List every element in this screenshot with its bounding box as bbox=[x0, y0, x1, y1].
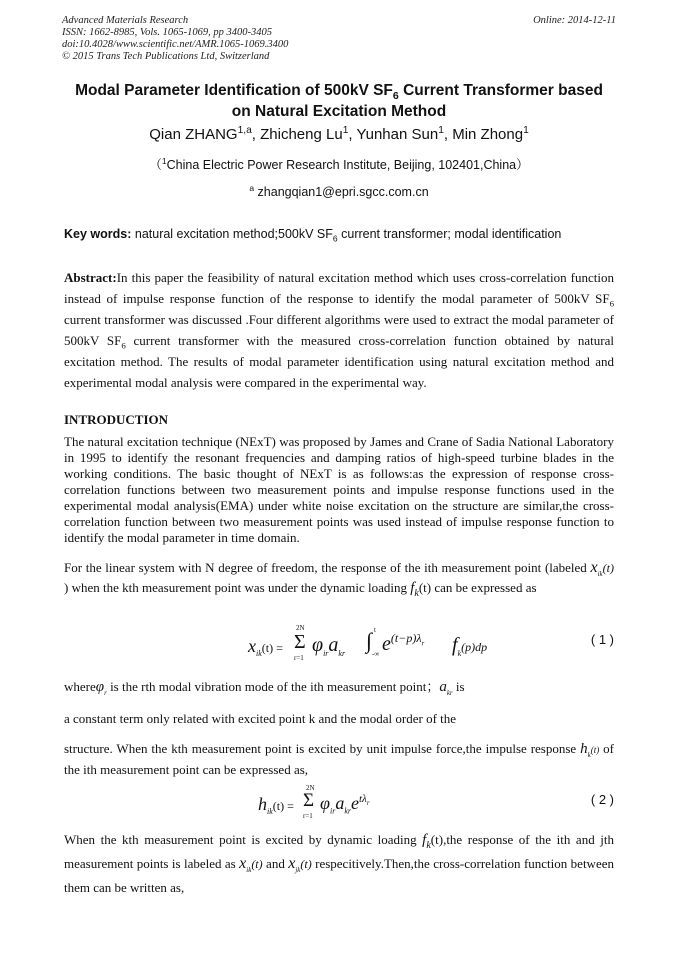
keywords bbox=[64, 226, 624, 243]
title-subscript: 6 bbox=[392, 90, 399, 103]
eq1-sum-bottom: r=1 bbox=[294, 654, 304, 662]
symbol-phi-r: $\varphi_r$ bbox=[95, 679, 107, 697]
journal-issn: ISSN: 1662-8985, Vols. 1065-1069, pp 3400-3405 bbox=[62, 27, 272, 38]
eq1-int-bottom: -∞ bbox=[372, 650, 380, 658]
equation-2: $h_{ik}(t)$ = 2N Σ r=1 $\varphi_{ir}a_{kr}e^{t\lambda_r}$ bbox=[258, 784, 370, 820]
author-separator: , bbox=[251, 126, 261, 143]
eq2-sum-top: 2N bbox=[306, 784, 315, 792]
intro-paragraph-2 bbox=[64, 558, 614, 598]
symbol-x-ik: $x_{ik}(t)$ bbox=[239, 855, 263, 875]
affiliation bbox=[40, 157, 638, 173]
affiliation-text: China Electric Power Research Institute, Beijing, 102401,China bbox=[166, 158, 517, 172]
response-paragraph bbox=[64, 828, 614, 900]
structure-paragraph bbox=[64, 739, 614, 779]
journal-header bbox=[62, 15, 616, 63]
eq1-phi: φ bbox=[312, 634, 324, 656]
eq2-a: a bbox=[335, 793, 345, 813]
journal-doi: doi:10.4028/www.scientific.net/AMR.1065-1069.3400 bbox=[62, 39, 289, 50]
abstract-text: In this paper the feasibility of natural excitation method which uses cross-correlation function instead of impulse response function of the response to identify the modal parameter of 500kV SF bbox=[64, 270, 614, 306]
equation-2-number: ( 2 ) bbox=[590, 792, 614, 807]
where-line bbox=[64, 676, 614, 696]
online-date: Online: 2014-12-11 bbox=[533, 15, 616, 26]
paragraph-text: ) when the kth measurement point was under the dynamic loading bbox=[64, 580, 411, 595]
author-name: Min Zhong bbox=[452, 126, 524, 143]
paragraph-text: For the linear system with N degree of freedom, the response of the ith measurement point (labeled bbox=[64, 560, 591, 575]
constant-line: a constant term only related with excited point k and the modal order of the bbox=[64, 711, 457, 726]
author-name: Zhicheng Lu bbox=[260, 126, 343, 143]
paragraph-text: of the ith measurement point can be expressed as, bbox=[64, 741, 614, 777]
paragraph-text: can be expressed as bbox=[431, 580, 537, 595]
symbol-x-jk: $x_{jk}(t)$ bbox=[288, 855, 312, 875]
eq1-sum: Σ bbox=[294, 631, 306, 653]
affiliation-bracket: （ bbox=[149, 158, 162, 172]
intro-paragraph-1: The natural excitation technique (NExT) was proposed by James and Crane of Sadia National Laboratory in 1995 to identify the resonant frequencies and damping ratios of high-speed turbine blades in the working conditions. The basic thought of NExT is as follows:as the expression of response cross-correlation functions between two measurement points and impulse response functions used in the experimental modal analysis(EMA) under white noise excitation on the structure are similar,the cross-correlation function between two measurement points was used instead of impulse response function to identify the modal parameter in time domain. bbox=[64, 434, 614, 545]
equation-1: $x_{ik}(t)$ = 2N Σ r=1 $\varphi_{ir}a_{kr}$ t ∫ -∞ $e^{(t-p)\lambda_r}$ $f_k(p)dp$ bbox=[248, 624, 488, 662]
affiliation-mark: 1 bbox=[161, 155, 167, 166]
author-affil-mark: 1 bbox=[438, 125, 444, 136]
title-line-2: on Natural Excitation Method bbox=[231, 103, 447, 120]
affiliation-bracket: ） bbox=[516, 158, 529, 172]
author-email bbox=[40, 184, 638, 200]
eq1-f: f bbox=[452, 634, 458, 656]
eq2-sum-bottom: r=1 bbox=[303, 812, 313, 820]
section-heading: INTRODUCTION bbox=[64, 412, 169, 427]
keywords-text: current transformer; modal identification bbox=[337, 227, 562, 241]
keywords-subscript: 6 bbox=[332, 233, 338, 244]
author-name: Yunhan Sun bbox=[356, 126, 439, 143]
title-part: Current Transformer based bbox=[398, 82, 603, 99]
eq1-lhs: x bbox=[248, 636, 256, 656]
eq1-exp-base: e bbox=[382, 633, 391, 655]
abstract-text: current transformer with the measured cross-correlation function obtained by natural excitation method. The results of modal parameter identification using natural excitation method and experimental modal analysis were compared in the experimental way. bbox=[64, 333, 614, 390]
email-address[interactable]: zhangqian1@epri.sgcc.com.cn bbox=[254, 185, 429, 199]
eq2-phi: φ bbox=[320, 793, 330, 813]
author-affil-mark: 1 bbox=[342, 125, 349, 136]
eq1-a: a bbox=[328, 634, 339, 656]
keywords-label: Key words: bbox=[64, 227, 132, 241]
equation-1-number: ( 1 ) bbox=[590, 632, 614, 647]
eq2-lhs: h bbox=[258, 794, 267, 814]
author-list bbox=[40, 125, 638, 145]
title-part: Modal Parameter Identification of 500kV SF bbox=[75, 82, 393, 99]
author-separator: , bbox=[348, 126, 357, 143]
journal-copyright: © 2015 Trans Tech Publications Ltd, Switzerland bbox=[62, 51, 270, 62]
abstract bbox=[64, 267, 614, 393]
author-separator: , bbox=[443, 126, 453, 143]
eq1-sum-top: 2N bbox=[296, 624, 305, 632]
paragraph-text: When the kth measurement point is excited by dynamic loading bbox=[64, 832, 423, 847]
author-affil-mark: 1 bbox=[523, 125, 529, 136]
paper-title bbox=[50, 80, 628, 122]
author-name: Qian ZHANG bbox=[149, 126, 238, 143]
abstract-text: current transformer was discussed .Four different algorithms were used to extract the modal parameter of 500kV SF bbox=[64, 312, 614, 348]
eq2-sum: Σ bbox=[303, 790, 315, 811]
eq1-int-top: t bbox=[374, 626, 376, 634]
symbol-f-k: $f_k(t)$ bbox=[422, 832, 444, 851]
abstract-label: Abstract: bbox=[64, 270, 117, 285]
paragraph-text: ,the response of the ith and jth measurement points is labeled as bbox=[64, 832, 614, 871]
abstract-subscript: 6 bbox=[121, 340, 126, 351]
abstract-subscript: 6 bbox=[609, 298, 614, 309]
symbol-h-k: $h_k(t)$ bbox=[580, 741, 600, 759]
author-affil-mark: 1,a bbox=[237, 125, 252, 136]
eq1-integral: ∫ bbox=[366, 628, 373, 653]
paragraph-text: and bbox=[262, 856, 289, 871]
paragraph-text: respecitively.Then,the cross-correlation function between them can be written as, bbox=[64, 856, 614, 895]
journal-name: Advanced Materials Research bbox=[62, 15, 189, 26]
symbol-f-k: $f_k(t)$ bbox=[410, 580, 432, 599]
paragraph-text: is the rth modal vibration mode of the ith measurement point； bbox=[106, 679, 440, 694]
email-mark: a bbox=[249, 182, 255, 193]
paragraph-text: is bbox=[452, 679, 465, 694]
eq2-exp-base: e bbox=[350, 793, 359, 813]
keywords-text: natural excitation method;500kV SF bbox=[131, 227, 333, 241]
paragraph-text: where bbox=[64, 679, 96, 694]
paragraph-text: structure. When the kth measurement point is excited by unit impulse force,the impulse response bbox=[64, 741, 581, 756]
symbol-x-ik: $x_{ik}(t)$ bbox=[590, 559, 614, 579]
symbol-a-kr: $a_{kr}$ bbox=[439, 679, 453, 697]
